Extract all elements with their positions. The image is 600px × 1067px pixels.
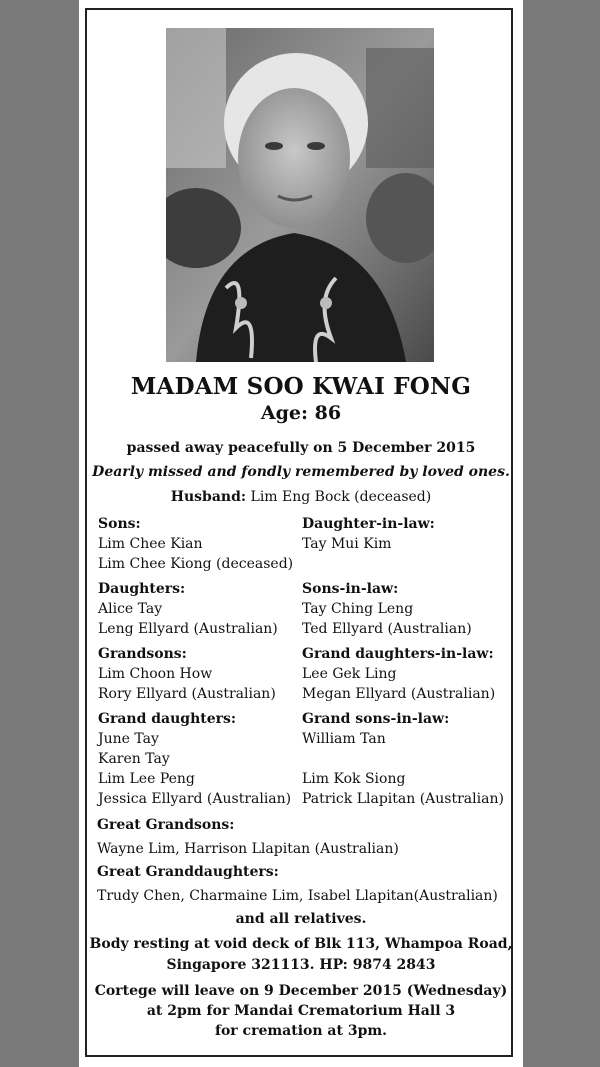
gsil-name: Lim Kok Siong [302, 771, 406, 787]
husband-value: Lim Eng Bock (deceased) [250, 489, 432, 505]
husband-line [79, 489, 523, 505]
great-granddaughters-section [97, 862, 498, 906]
gdil-name: Megan Ellyard (Australian) [302, 686, 496, 702]
tagline: Dearly missed and fondly remembered by loved ones. [92, 464, 510, 480]
daughter-name: Alice Tay [98, 601, 163, 617]
son-name: Lim Chee Kian [98, 536, 203, 552]
son-name: Lim Chee Kiong (deceased) [98, 556, 294, 572]
portrait-photo [166, 28, 434, 362]
cortege-line-1: Cortege will leave on 9 December 2015 (Wednesday) [94, 983, 508, 999]
resting-line-1: Body resting at void deck of Blk 113, Whampoa Road, [89, 936, 513, 952]
great-granddaughters-heading: Great Granddaughters: [97, 864, 279, 880]
daughters-heading: Daughters: [98, 581, 186, 597]
great-grandsons-names: Wayne Lim, Harrison Llapitan (Australian) [97, 841, 399, 857]
great-granddaughters-names: Trudy Chen, Charmaine Lim, Isabel Llapitan(Australian) [97, 888, 498, 904]
grandsons-heading: Grandsons: [98, 646, 187, 662]
gsil-section [302, 709, 504, 809]
gdil-section [302, 644, 495, 704]
gsil-name: Patrick Llapitan (Australian) [302, 791, 504, 807]
granddaughter-name: Jessica Ellyard (Australian) [98, 791, 292, 807]
gdil-name: Lee Gek Ling [302, 666, 397, 682]
grandson-name: Lim Choon How [98, 666, 213, 682]
sil-heading: Sons-in-law: [302, 581, 399, 597]
sil-section [302, 579, 472, 639]
passed-away-line: passed away peacefully on 5 December 2015 [126, 440, 476, 456]
daughter-name: Leng Ellyard (Australian) [98, 621, 278, 637]
granddaughter-name: June Tay [98, 731, 159, 747]
great-grandsons-heading: Great Grandsons: [97, 817, 235, 833]
grandson-name: Rory Ellyard (Australian) [98, 686, 276, 702]
gsil-name: William Tan [302, 731, 386, 747]
sons-section [98, 514, 293, 574]
granddaughters-heading: Grand daughters: [98, 711, 237, 727]
cortege-line-3: for cremation at 3pm. [214, 1023, 388, 1039]
gdil-heading: Grand daughters-in-law: [302, 646, 494, 662]
granddaughters-section [98, 709, 291, 809]
gsil-heading: Grand sons-in-law: [302, 711, 450, 727]
dil-heading: Daughter-in-law: [302, 516, 435, 532]
grandsons-section [98, 644, 276, 704]
husband-label: Husband: [170, 489, 247, 505]
sil-name: Tay Ching Leng [302, 601, 414, 617]
deceased-age: Age: 86 [260, 402, 342, 424]
relatives-line: and all relatives. [235, 911, 367, 927]
granddaughter-name: Karen Tay [98, 751, 170, 767]
granddaughter-name: Lim Lee Peng [98, 771, 195, 787]
deceased-name: MADAM SOO KWAI FONG [130, 373, 472, 400]
great-grandsons-section [97, 815, 399, 859]
cortege-line-2: at 2pm for Mandai Crematorium Hall 3 [146, 1003, 456, 1019]
resting-line-2: Singapore 321113. HP: 9874 2843 [166, 957, 436, 973]
obituary-page [79, 0, 523, 1067]
dil-section [302, 514, 435, 554]
daughters-section [98, 579, 278, 639]
dil-name: Tay Mui Kim [302, 536, 392, 552]
sil-name: Ted Ellyard (Australian) [302, 621, 472, 637]
sons-heading: Sons: [98, 516, 141, 532]
